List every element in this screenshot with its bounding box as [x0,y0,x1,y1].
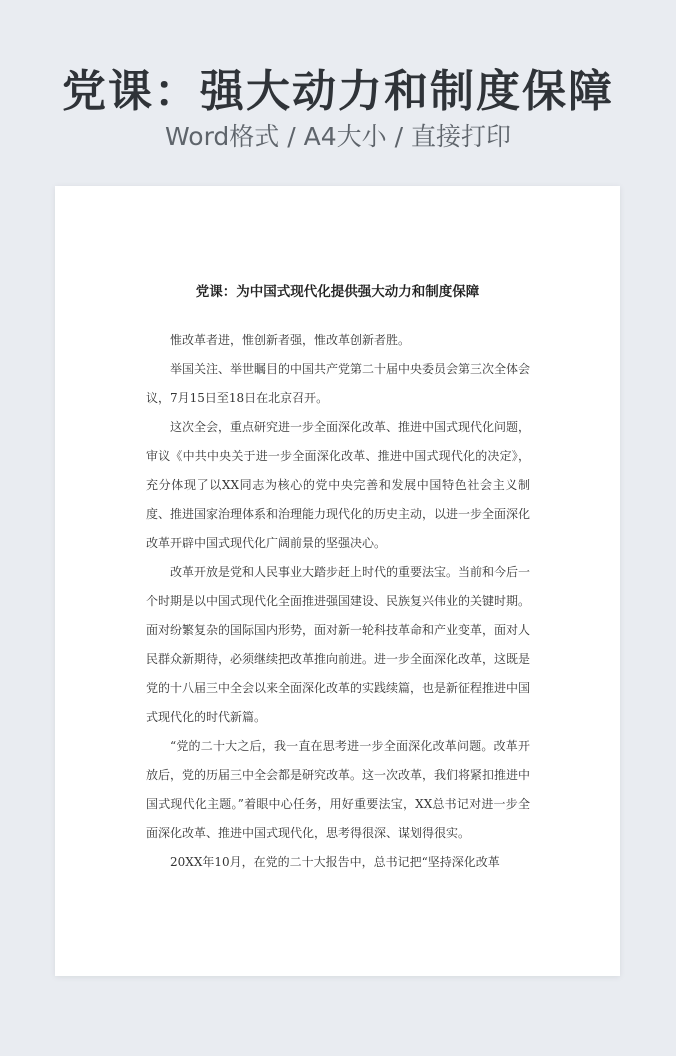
paragraph: 惟改革者进，惟创新者强，惟改革创新者胜。 [170,333,411,347]
document-title: 党课：为中国式现代化提供强大动力和制度保障 [195,284,480,300]
page-title: 党课：强大动力和制度保障 [62,66,614,117]
document-page [55,186,620,976]
paragraph: 20XX年10月，在党的二十大报告中，总书记把“坚持深化改革 [170,855,500,869]
paragraph: 举国关注、举世瞩目的中国共产党第二十届中央委员会第三次全体会议，7月15日至18日在北京召开。 [146,362,531,405]
document-body [146,326,530,877]
paragraph: 改革开放是党和人民事业大踏步赶上时代的重要法宝。当前和今后一个时期是以中国式现代化全面推进强国建设、民族复兴伟业的关键时期。面对纷繁复杂的国际国内形势，面对新一轮科技革命和产业变革，面对人民群众新期待，必须继续把改革推向前进。进一步全面深化改革，这既是党的十八届三中全会以来全面深化改革的实践续篇，也是新征程推进中国式现代化的时代新篇。 [146,565,531,724]
page-header [0,0,676,180]
page-subtitle: Word格式 / A4大小 / 直接打印 [165,122,511,151]
paragraph: “党的二十大之后，我一直在思考进一步全面深化改革问题。改革开放后，党的历届三中全会都是研究改革。这一次改革，我们将紧扣推进中国式现代化主题。”着眼中心任务，用好重要法宝，XX总书记对进一步全面深化改革、推进中国式现代化，思考得很深、谋划得很实。 [146,739,531,840]
paragraph: 这次全会，重点研究进一步全面深化改革、推进中国式现代化问题，审议《中共中央关于进一步全面深化改革、推进中国式现代化的决定》，充分体现了以XX同志为核心的党中央完善和发展中国特色社会主义制度、推进国家治理体系和治理能力现代化的历史主动，以进一步全面深化改革开辟中国式现代化广阔前景的坚强决心。 [146,420,531,550]
